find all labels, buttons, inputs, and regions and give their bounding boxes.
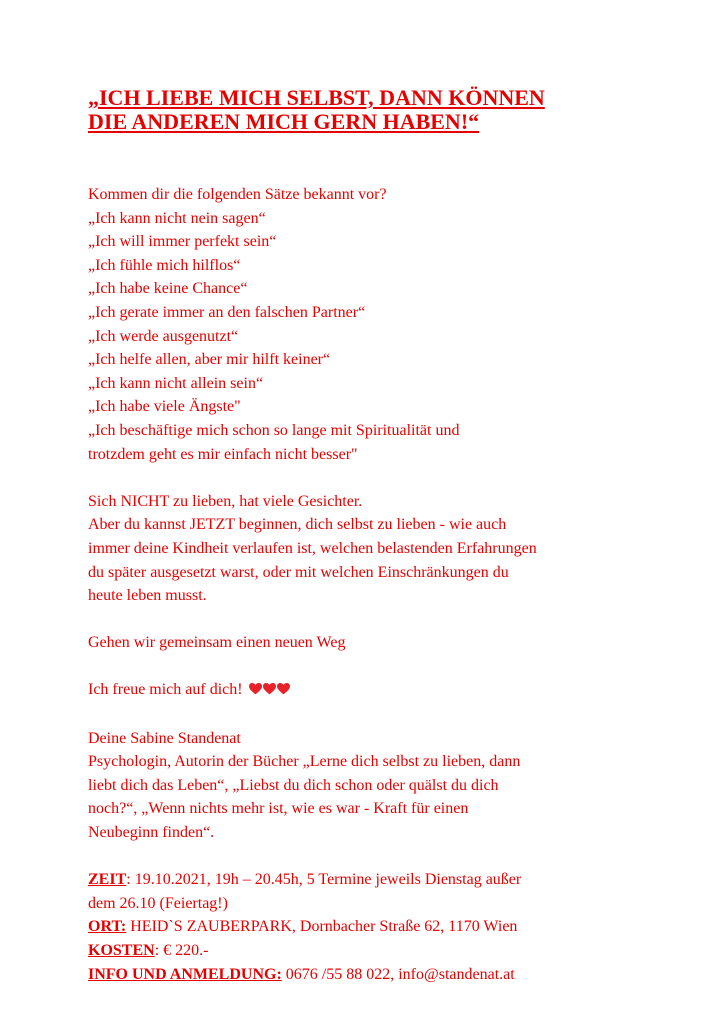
signature-line: Neubeginn finden“. xyxy=(88,824,215,842)
phrase-item: „Ich habe keine Chance“ xyxy=(88,280,248,298)
greeting-paragraph xyxy=(88,678,648,703)
body-paragraph xyxy=(88,490,648,608)
signature-line: Psychologin, Autorin der Bücher „Lerne dich selbst zu lieben, dann xyxy=(88,753,521,771)
page-title xyxy=(88,86,648,134)
ort-value: HEID`S ZAUBERPARK, Dornbacher Straße 62, 1170 Wien xyxy=(126,918,518,936)
kosten-separator: : xyxy=(154,942,160,959)
kosten-label: KOSTEN xyxy=(88,942,155,959)
heart-icon xyxy=(263,683,276,695)
body-line: heute leben musst. xyxy=(88,587,207,605)
zeit-label: ZEIT xyxy=(88,871,127,889)
ort-label: ORT: xyxy=(88,918,127,936)
info-row xyxy=(88,963,648,987)
signature-line: liebt dich das Leben“, „Liebst du dich schon oder quälst du dich xyxy=(88,776,499,794)
phrase-item: „Ich kann nicht allein sein“ xyxy=(88,374,264,392)
phrase-item: „Ich beschäftige mich schon so lange mit Spiritualität und xyxy=(88,421,460,439)
phrase-item: „Ich gerate immer an den falschen Partner“ xyxy=(88,303,366,321)
signature-block xyxy=(88,727,648,845)
info-label: INFO UND ANMELDUNG: xyxy=(88,965,282,983)
phrase-item: „Ich kann nicht nein sagen“ xyxy=(88,209,266,227)
phrase-item: „Ich fühle mich hilflos“ xyxy=(88,256,241,274)
phrase-item: „Ich werde ausgenutzt“ xyxy=(88,327,239,345)
intro-question: Kommen dir die folgenden Sätze bekannt vor? xyxy=(88,186,387,203)
heart-icon xyxy=(249,683,262,695)
ort-row xyxy=(88,915,648,939)
greeting-line xyxy=(88,678,648,703)
path-line: Gehen wir gemeinsam einen neuen Weg xyxy=(88,634,346,652)
body-line: immer deine Kindheit verlaufen ist, welchen belastenden Erfahrungen xyxy=(88,539,537,557)
title-line-1: „ICH LIEBE MICH SELBST, DANN KÖNNEN xyxy=(88,85,545,110)
zeit-value: 19.10.2021, 19h – 20.45h, 5 Termine jeweils Dienstag außer xyxy=(130,871,522,889)
title-line-2: DIE ANDEREN MICH GERN HABEN!“ xyxy=(88,109,480,134)
kosten-row xyxy=(88,939,648,963)
path-paragraph xyxy=(88,631,648,655)
body-line: du später ausgesetzt warst, oder mit welchen Einschränkungen du xyxy=(88,563,509,581)
phrase-item: trotzdem geht es mir einfach nicht besser" xyxy=(88,445,358,463)
kosten-value: € 220.- xyxy=(159,942,209,959)
zeit-row xyxy=(88,868,648,892)
signature-line: noch?“, „Wenn nichts mehr ist, wie es war - Kraft für einen xyxy=(88,800,469,818)
phrase-item: „Ich will immer perfekt sein“ xyxy=(88,233,277,251)
phrases-section xyxy=(88,183,648,466)
greeting-text: Ich freue mich auf dich! xyxy=(88,681,243,699)
zeit-separator: : xyxy=(126,871,131,889)
hearts-icon-group xyxy=(249,679,287,703)
body-line: Aber du kannst JETZT beginnen, dich selbst zu lieben - wie auch xyxy=(88,516,507,534)
signature-name: Deine Sabine Standenat xyxy=(88,729,241,747)
flyer xyxy=(88,86,648,986)
zeit-row-continued: dem 26.10 (Feiertag!) xyxy=(88,894,228,912)
event-details xyxy=(88,868,648,986)
phrase-item: „Ich helfe allen, aber mir hilft keiner“ xyxy=(88,351,331,369)
body-line: Sich NICHT zu lieben, hat viele Gesichter. xyxy=(88,492,363,510)
heart-icon xyxy=(277,683,290,695)
info-value: 0676 /55 88 022, info@standenat.at xyxy=(281,965,515,983)
phrase-item: „Ich habe viele Ängste" xyxy=(88,398,241,416)
